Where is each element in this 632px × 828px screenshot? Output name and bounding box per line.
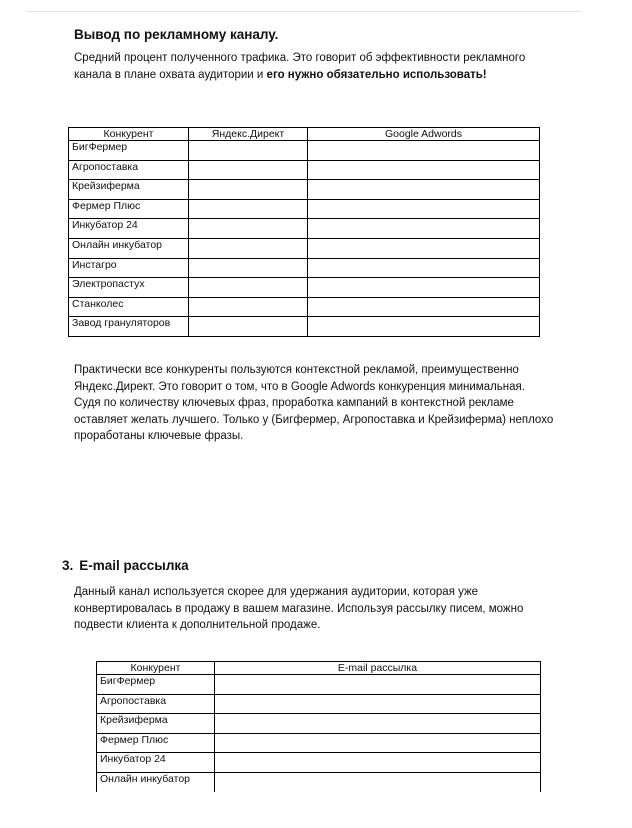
competitor-name: Онлайн инкубатор — [69, 238, 189, 258]
table-cell — [308, 219, 540, 239]
conclusion-paragraph — [74, 50, 544, 83]
conclusion-text: Средний процент полученного трафика. Это говорит об эффективности рекламного канала в плане охвата аудитории и — [74, 52, 526, 81]
competitor-name: БигФермер — [97, 675, 215, 695]
table-cell — [189, 180, 308, 200]
table-row — [97, 675, 541, 695]
table-cell — [215, 675, 541, 695]
analysis-paragraph: Практически все конкуренты пользуются контекстной рекламой, преимущественно Яндекс.Директ. Это говорит о том, что в Google Adwords конкуренция минимальная. Судя по количеству ключевых фраз, проработка кампаний в контекстной рекламе оставляет желать лучшего. Только у (Бигфермер, Агропоставка и Крейзиферма) неплохо проработаны ключевые фразы. — [74, 364, 554, 442]
section-number: 3. — [62, 558, 74, 573]
table-row — [97, 753, 541, 773]
table-cell — [308, 180, 540, 200]
competitor-name: Фермер Плюс — [69, 199, 189, 219]
competitor-name: Электропастух — [69, 278, 189, 298]
table-row — [69, 297, 540, 317]
competitor-name: Онлайн инкубатор — [97, 772, 215, 791]
table-cell — [215, 753, 541, 773]
table-row — [69, 160, 540, 180]
table-cell — [189, 160, 308, 180]
table-cell — [215, 714, 541, 734]
competitor-name: БигФермер — [69, 141, 189, 161]
table-row — [69, 238, 540, 258]
table-cell — [308, 278, 540, 298]
column-header-email: E-mail рассылка — [215, 662, 541, 675]
table-cell — [189, 278, 308, 298]
table-cell — [189, 219, 308, 239]
competitor-name: Инкубатор 24 — [97, 753, 215, 773]
competitor-name: Агропоставка — [69, 160, 189, 180]
column-header-competitor: Конкурент — [69, 128, 189, 141]
table-cell — [308, 199, 540, 219]
table-row — [69, 141, 540, 161]
competitor-name: Фермер Плюс — [97, 733, 215, 753]
email-comparison-table — [96, 661, 541, 792]
table-cell — [308, 160, 540, 180]
table-row — [69, 199, 540, 219]
table-row — [97, 694, 541, 714]
competitor-name: Инстагро — [69, 258, 189, 278]
competitor-name: Станколес — [69, 297, 189, 317]
table-row — [69, 258, 540, 278]
table-cell — [189, 297, 308, 317]
table-cell — [189, 141, 308, 161]
table-cell — [308, 141, 540, 161]
table-row — [69, 317, 540, 337]
table-cell — [215, 772, 541, 791]
table-row — [69, 219, 540, 239]
column-header-yandex-direct: Яндекс.Директ — [189, 128, 308, 141]
email-paragraph: Данный канал используется скорее для удержания аудитории, которая уже конвертировалась в продажу в вашем магазине. Используя рассылку писем, можно подвести клиента к дополнительной продаже. — [74, 586, 524, 631]
competitor-name: Инкубатор 24 — [69, 219, 189, 239]
table-row — [69, 278, 540, 298]
table-header-row — [97, 662, 541, 675]
competitor-name: Крейзиферма — [69, 180, 189, 200]
table-row — [97, 772, 541, 791]
column-header-competitor: Конкурент — [97, 662, 215, 675]
table-row — [69, 180, 540, 200]
table-cell — [189, 199, 308, 219]
table-cell — [189, 317, 308, 337]
competitor-name: Крейзиферма — [97, 714, 215, 734]
conclusion-heading: Вывод по рекламному каналу. — [74, 27, 279, 42]
ads-comparison-table — [68, 127, 540, 337]
table-row — [97, 714, 541, 734]
conclusion-bold-text: его нужно обязательно использовать! — [266, 68, 487, 81]
table-cell — [308, 238, 540, 258]
table-cell — [308, 258, 540, 278]
page-top-divider — [26, 11, 581, 12]
email-section-title — [62, 558, 189, 573]
table-row — [97, 733, 541, 753]
table-header-row — [69, 128, 540, 141]
table-cell — [215, 694, 541, 714]
table-cell — [308, 317, 540, 337]
competitor-name: Завод грануляторов — [69, 317, 189, 337]
column-header-google-adwords: Google Adwords — [308, 128, 540, 141]
table-cell — [189, 238, 308, 258]
table-cell — [308, 297, 540, 317]
competitor-name: Агропоставка — [97, 694, 215, 714]
section-title-text: E-mail рассылка — [79, 558, 189, 573]
table-cell — [189, 258, 308, 278]
table-cell — [215, 733, 541, 753]
